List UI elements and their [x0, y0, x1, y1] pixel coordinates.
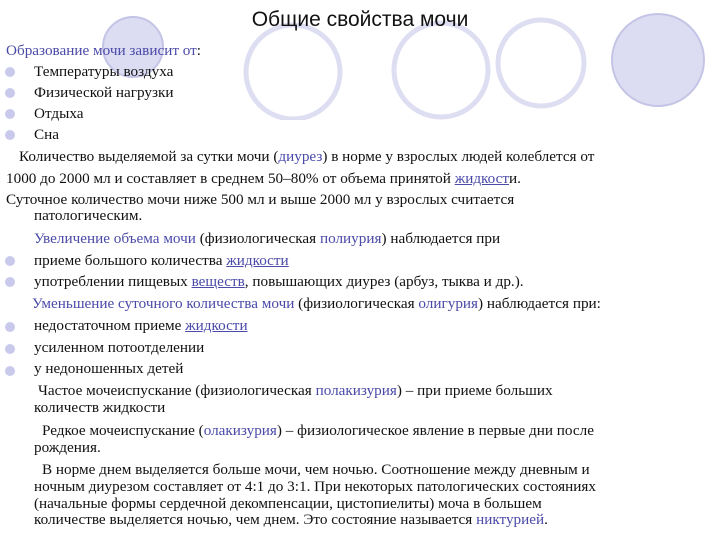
- pollakiuria-text: ) – при приеме больших: [396, 382, 553, 399]
- olakiuria-text: Редкое мочеиспускание (: [42, 422, 204, 439]
- olakiuria-line-2: рождения.: [34, 439, 101, 456]
- liquid-link[interactable]: жидкости: [226, 252, 289, 269]
- oliguria-item: усиленном потоотделении: [34, 339, 205, 356]
- oliguria-text: (физиологическая: [294, 295, 419, 312]
- polyuria-item-text: употреблении пищевых: [34, 273, 192, 290]
- bullet-icon: [5, 322, 15, 332]
- nocturia-line-1: В норме днем выделяется больше мочи, чем ночью. Соотношение между дневным и: [42, 461, 590, 478]
- factor-item: Отдыха: [34, 105, 84, 122]
- decorative-circle: [394, 23, 488, 117]
- diuresis-line-1: [19, 149, 594, 165]
- diuresis-text: 1000 до 2000 мл и составляет в среднем 50–80% от объема принятой: [6, 170, 455, 187]
- decorative-circle: [498, 20, 584, 106]
- factor-item: Температуры воздуха: [34, 63, 174, 80]
- diuresis-text: ) в норме у взрослых людей колеблется от: [322, 148, 595, 165]
- intro-label: Образование мочи зависит от: [6, 42, 197, 59]
- polyuria-item: [34, 253, 289, 269]
- intro-colon: :: [196, 42, 202, 59]
- pathological-line-2: патологическим.: [34, 207, 143, 224]
- pollakiuria-line-2: количеств жидкости: [34, 399, 166, 416]
- substances-link[interactable]: веществ: [191, 273, 245, 290]
- polyuria-line: [34, 231, 500, 247]
- bullet-icon: [5, 256, 15, 266]
- slide-title: Общие свойства мочи: [251, 8, 469, 31]
- diuresis-text: и.: [509, 170, 521, 187]
- nocturia-term: никтурией: [476, 511, 545, 528]
- bullet-icon: [5, 344, 15, 354]
- diuresis-text: Количество выделяемой за сутки мочи (: [19, 148, 279, 165]
- pollakiuria-line-1: [38, 383, 553, 399]
- oliguria-heading: Уменьшение суточного количества мочи: [32, 295, 295, 312]
- polyuria-heading: Увеличение объема мочи: [34, 230, 196, 247]
- olakiuria-text: ) – физиологическое явление в первые дни после: [276, 422, 594, 439]
- pathological-line-1: Суточное количество мочи ниже 500 мл и выше 2000 мл у взрослых считается: [6, 191, 515, 208]
- olakiuria-term: олакизурия: [203, 422, 277, 439]
- oliguria-item-text: недостаточном приеме: [34, 317, 186, 334]
- oliguria-term: олигурия: [418, 295, 479, 312]
- decorative-circle: [246, 25, 340, 119]
- oliguria-item: у недоношенных детей: [34, 360, 184, 377]
- bullet-icon: [5, 277, 15, 287]
- diuresis-term: диурез: [278, 148, 323, 165]
- nocturia-text: количестве выделяется ночью, чем днем. Это состояние называется: [34, 511, 477, 528]
- olakiuria-line-1: [42, 423, 594, 439]
- polyuria-text: (физиологическая: [195, 230, 320, 247]
- liquid-link[interactable]: жидкост: [454, 170, 510, 187]
- liquid-link[interactable]: жидкости: [185, 317, 248, 334]
- factor-item: Сна: [34, 126, 59, 143]
- polyuria-item-text: приеме большого количества: [34, 252, 227, 269]
- polyuria-term: полиурия: [319, 230, 382, 247]
- nocturia-line-3: (начальные формы сердечной декомпенсации, цистопиелиты) моча в большем: [34, 495, 542, 512]
- oliguria-item: [34, 318, 248, 334]
- polyuria-item-text: , повышающих диурез (арбуз, тыква и др.).: [244, 273, 524, 290]
- nocturia-line-4: [34, 512, 548, 528]
- nocturia-text: .: [544, 511, 548, 528]
- polyuria-text: ) наблюдается при: [381, 230, 501, 247]
- bullet-icon: [5, 88, 15, 98]
- oliguria-line: [32, 296, 601, 312]
- nocturia-line-2: ночным диурезом составляет от 4:1 до 3:1. При некоторых патологических состояниях: [34, 478, 596, 495]
- intro-line: [6, 43, 201, 59]
- diuresis-line-2: [6, 171, 521, 187]
- bullet-icon: [5, 109, 15, 119]
- bullet-icon: [5, 130, 15, 140]
- factor-item: Физической нагрузки: [34, 84, 174, 101]
- bullet-icon: [5, 366, 15, 376]
- polyuria-item: [34, 274, 524, 290]
- pollakiuria-text: Частое мочеиспускание (физиологическая: [38, 382, 316, 399]
- oliguria-text: ) наблюдается при:: [478, 295, 601, 312]
- pollakiuria-term: полакизурия: [315, 382, 397, 399]
- bullet-icon: [5, 67, 15, 77]
